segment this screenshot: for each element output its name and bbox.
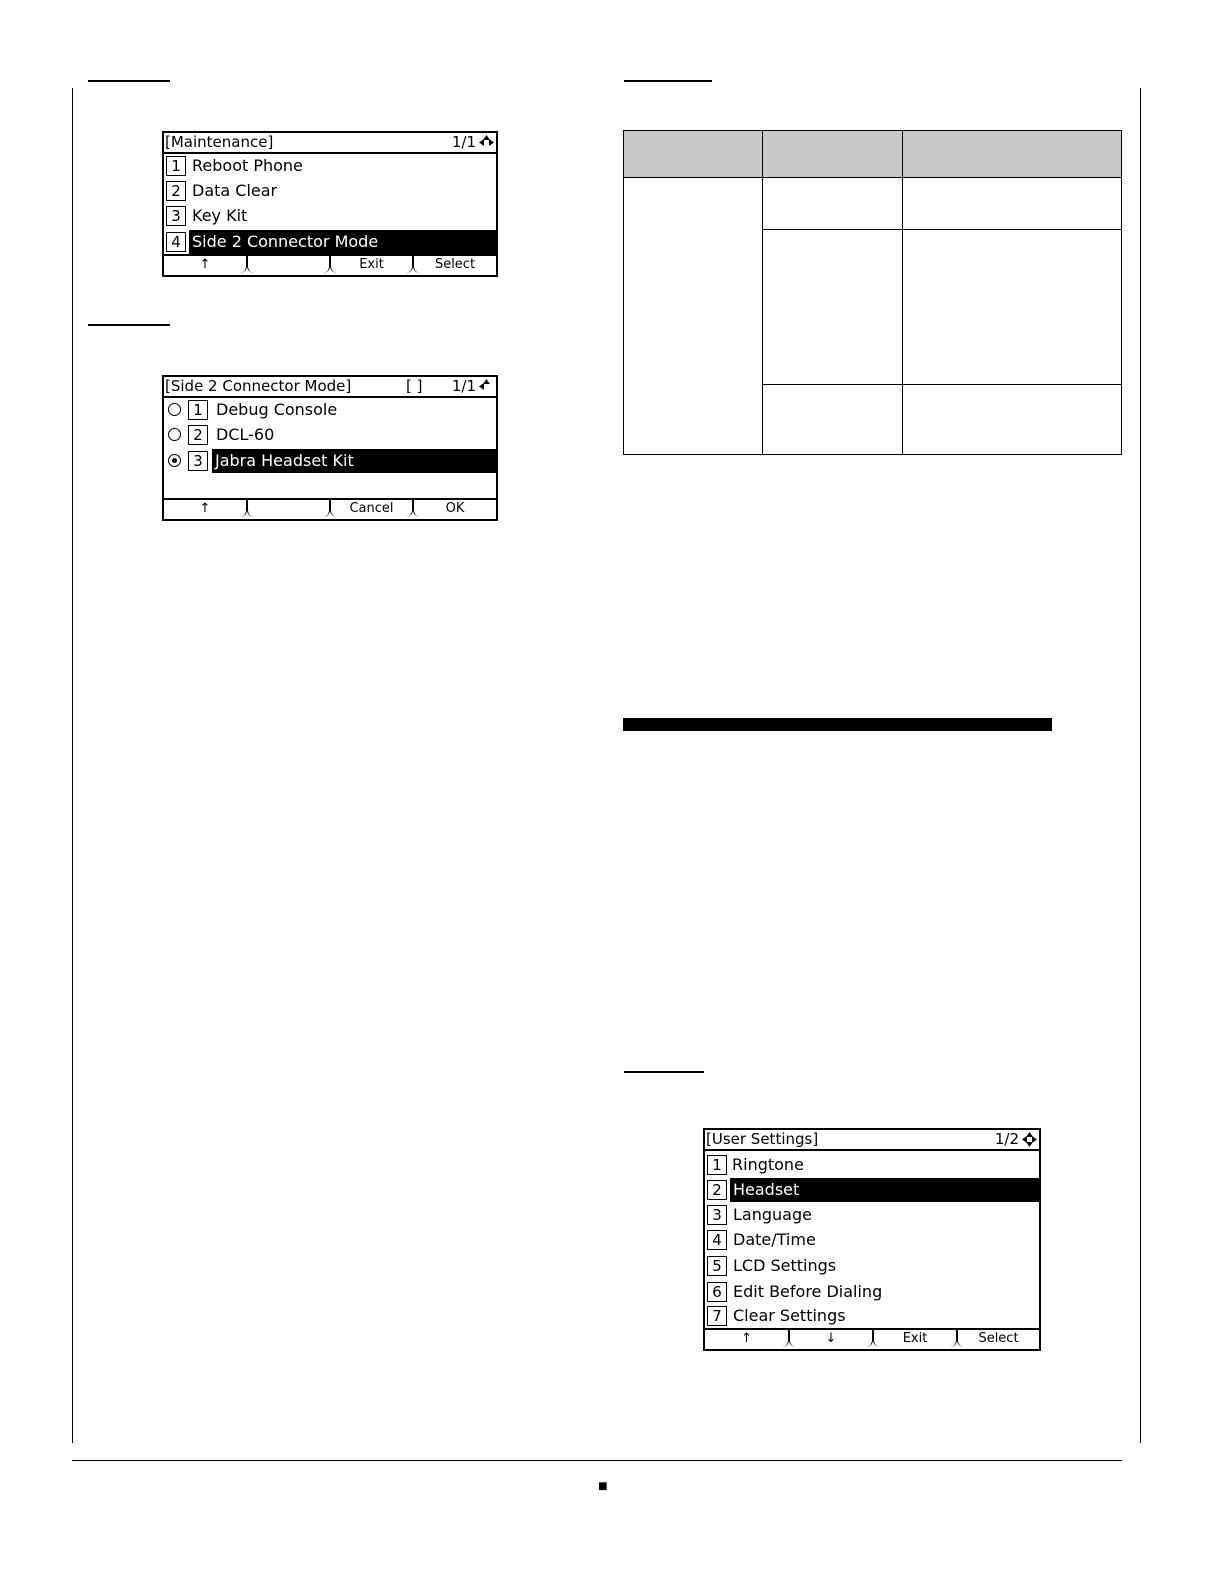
- item-label: Debug Console: [216, 400, 338, 419]
- item-number: 1: [188, 400, 208, 420]
- option-dcl-60[interactable]: [164, 423, 496, 447]
- softkey-down[interactable]: ↓: [789, 1330, 873, 1347]
- item-label: Side 2 Connector Mode: [189, 230, 496, 254]
- step-heading-underline-2: [88, 324, 170, 326]
- item-label: Reboot Phone: [192, 156, 303, 175]
- table-header-cell: [763, 131, 903, 178]
- item-number: 2: [166, 181, 186, 201]
- lcd-page-indicator: 1/2: [994, 1130, 1019, 1148]
- radio-button-selected[interactable]: [168, 454, 181, 467]
- item-number: 3: [707, 1205, 727, 1225]
- item-label: LCD Settings: [733, 1256, 837, 1275]
- item-label: Edit Before Dialing: [733, 1282, 883, 1301]
- softkey-bar: [164, 254, 496, 275]
- lcd-title-bar: [164, 133, 496, 154]
- menu-item-data-clear[interactable]: [164, 179, 496, 203]
- menu-item-key-kit[interactable]: [164, 204, 496, 228]
- menu-item-side-2-connector-mode[interactable]: [164, 230, 496, 254]
- table-cell: [903, 230, 1122, 385]
- softkey-blank[interactable]: [247, 256, 330, 273]
- lcd-status-bracket: [ ]: [406, 377, 423, 395]
- softkey-up[interactable]: ↑: [164, 256, 247, 273]
- menu-item-reboot-phone[interactable]: [164, 154, 496, 178]
- softkey-exit[interactable]: Exit: [330, 256, 413, 273]
- item-label: Ringtone: [732, 1155, 804, 1174]
- menu-item-lcd-settings[interactable]: [705, 1254, 1039, 1278]
- softkey-exit[interactable]: Exit: [873, 1330, 957, 1347]
- item-label: Jabra Headset Kit: [212, 449, 496, 473]
- softkey-up[interactable]: ↑: [164, 500, 247, 517]
- lcd-title-bar: [705, 1130, 1039, 1151]
- left-margin-rule: [72, 88, 73, 1443]
- user-settings-lcd-screen: [703, 1128, 1041, 1351]
- footer-page-marker: ■: [598, 1478, 608, 1495]
- item-label: Key Kit: [192, 206, 248, 225]
- softkey-bar: [164, 498, 496, 519]
- radio-button[interactable]: [168, 403, 181, 416]
- item-label: Date/Time: [733, 1230, 816, 1249]
- softkey-select[interactable]: Select: [957, 1330, 1039, 1347]
- softkey-up[interactable]: ↑: [705, 1330, 789, 1347]
- item-number: 3: [188, 451, 208, 471]
- lcd-title: [User Settings]: [706, 1130, 819, 1148]
- radio-button[interactable]: [168, 428, 181, 441]
- softkey-bar: [705, 1328, 1039, 1349]
- step-heading-underline-4: [624, 1071, 704, 1073]
- lcd-title-bar: [164, 377, 496, 398]
- table-cell: [763, 178, 903, 230]
- step-heading-underline-3: [624, 80, 712, 82]
- item-number: 1: [166, 156, 186, 176]
- item-number: 4: [707, 1230, 727, 1250]
- lcd-page-indicator: 1/1: [451, 133, 476, 151]
- table-cell: [763, 230, 903, 385]
- step-heading-underline-1: [88, 80, 170, 82]
- item-number: 7: [707, 1306, 727, 1326]
- item-label: DCL-60: [216, 425, 275, 444]
- table-header-cell: [903, 131, 1122, 178]
- softkey-select[interactable]: Select: [413, 256, 496, 273]
- lcd-title: [Maintenance]: [165, 133, 274, 151]
- softkey-blank[interactable]: [247, 500, 330, 517]
- item-number: 3: [166, 206, 186, 226]
- item-number: 5: [707, 1256, 727, 1276]
- softkey-ok[interactable]: OK: [413, 500, 496, 517]
- item-label: Data Clear: [192, 181, 278, 200]
- table-cell: [903, 385, 1122, 455]
- table-cell: [624, 178, 763, 455]
- item-label: Headset: [730, 1178, 1039, 1202]
- settings-table: [623, 130, 1122, 455]
- table-cell: [903, 178, 1122, 230]
- nav-arrows-icon: [478, 134, 495, 151]
- menu-item-headset[interactable]: [705, 1178, 1039, 1202]
- menu-item-edit-before-dialing[interactable]: [705, 1280, 1039, 1304]
- menu-item-date-time[interactable]: [705, 1228, 1039, 1252]
- item-number: 2: [188, 425, 208, 445]
- menu-item-ringtone[interactable]: [705, 1153, 1039, 1177]
- menu-item-clear-settings[interactable]: [705, 1304, 1039, 1328]
- item-number: 6: [707, 1282, 727, 1302]
- lcd-title: [Side 2 Connector Mode]: [165, 377, 352, 395]
- item-label: Clear Settings: [733, 1306, 846, 1325]
- table-header-cell: [624, 131, 763, 178]
- nav-arrows-icon: [1021, 1131, 1038, 1148]
- menu-item-language[interactable]: [705, 1203, 1039, 1227]
- footer-rule: [72, 1460, 1122, 1461]
- right-margin-rule: [1140, 88, 1141, 1443]
- softkey-cancel[interactable]: Cancel: [330, 500, 413, 517]
- side2-connector-lcd-screen: [162, 375, 498, 521]
- item-number: 4: [166, 232, 186, 252]
- item-number: 2: [707, 1180, 727, 1200]
- maintenance-lcd-screen: [162, 131, 498, 277]
- lcd-page-indicator: 1/1: [451, 377, 476, 395]
- item-label: Language: [733, 1205, 812, 1224]
- option-debug-console[interactable]: [164, 398, 496, 422]
- section-heading-bar: [623, 718, 1052, 731]
- nav-arrows-icon: [478, 378, 495, 395]
- table-cell: [763, 385, 903, 455]
- option-jabra-headset-kit[interactable]: [164, 449, 496, 473]
- item-number: 1: [707, 1155, 727, 1175]
